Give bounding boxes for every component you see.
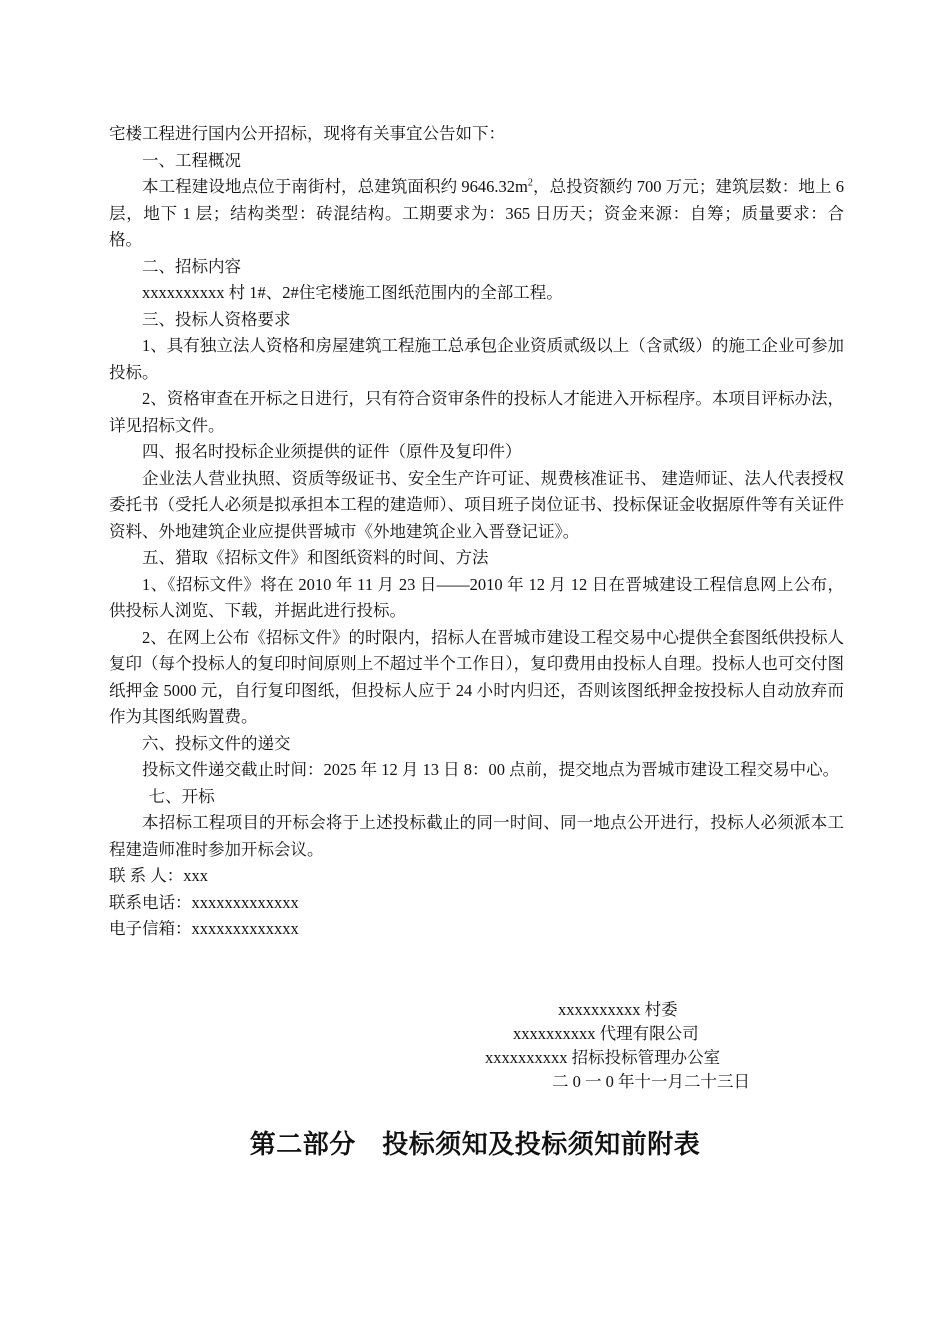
- section-title: 第二部分 投标须知及投标须知前附表: [249, 1130, 701, 1160]
- signature-village: xxxxxxxxxx 村委: [558, 1000, 678, 1019]
- bid-submission-paragraph: 投标文件递交截止时间：2025 年 12 月 13 日 8：00 点前，提交地点为晋城市建设工程交易中心。: [142, 760, 840, 779]
- project-overview-paragraph: [109, 174, 844, 254]
- overview-text-a: 本工程建设地点位于南街村，总建筑面积约 9646.32m: [142, 177, 528, 196]
- heading-obtain-documents: 五、猎取《招标文件》和图纸资料的时间、方法: [142, 548, 489, 567]
- heading-bid-submission: 六、投标文件的递交: [142, 733, 291, 753]
- heading-bid-opening: 七、开标: [148, 786, 215, 806]
- obtain-documents-item-1: 1、《招标文件》将在 2010 年 11 月 23 日——2010 年 12 月 12 日在晋城建设工程信息网上公布，供投标人浏览、下载，并据此进行投标。: [109, 574, 844, 620]
- required-documents-paragraph: 企业法人营业执照、资质等级证书、安全生产许可证、规费核准证书、 建造师证、法人代表授权委托书（受托人必须是拟承担本工程的建造师）、项目班子岗位证书、投标保证金收据原件等有关证件资料、外地建筑企业应提供晋城市《外地建筑企业入晋登记证》。: [109, 468, 844, 541]
- heading-bid-content: 二、招标内容: [142, 256, 241, 276]
- intro-paragraph: 宅楼工程进行国内公开招标，现将有关事宜公告如下：: [109, 124, 505, 143]
- overview-text-b: ，总投资额约 700 万元；建筑层数：地上 6 层，地下 1 层；结构类型：砖混结构。工期要求为：365 日历天；资金来源：自筹；质量要求：合格。: [109, 177, 845, 249]
- bid-opening-paragraph: 本招标工程项目的开标会将于上述投标截止的同一时间、同一地点公开进行，投标人必须派本工程建造师准时参加开标会议。: [109, 813, 844, 859]
- signature-agency: xxxxxxxxxx 代理有限公司: [513, 1024, 699, 1043]
- heading-project-overview: 一、工程概况: [142, 150, 241, 170]
- announcement-body: [109, 121, 844, 943]
- obtain-documents-item-2: 2、在网上公布《招标文件》的时限内，招标人在晋城市建设工程交易中心提供全套图纸供投标人复印（每个投标人的复印时间原则上不超过半个工作日），复印费用由投标人自理。投标人也可交付图纸押金 5000 元，自行复印图纸，但投标人应于 24 小时内归还，否则该图纸押金按投标人自动放弃而作为其图纸购置费。: [109, 627, 844, 726]
- qualification-item-2: 2、资格审查在开标之日进行，只有符合资审条件的投标人才能进入开标程序。本项目评标办法，详见招标文件。: [109, 389, 844, 435]
- signature-office: xxxxxxxxxx 招标投标管理办公室: [485, 1048, 721, 1067]
- signature-date: 二 0 一 0 年十一月二十三日: [552, 1072, 750, 1091]
- heading-bidder-qualification: 三、投标人资格要求: [142, 309, 291, 329]
- overview-superscript: 2: [527, 177, 533, 189]
- contact-person: 联 系 人：xxx: [109, 866, 208, 885]
- heading-required-documents: 四、报名时投标企业须提供的证件（原件及复印件）: [142, 442, 522, 461]
- contact-email: 电子信箱：xxxxxxxxxxxxx: [109, 919, 299, 938]
- qualification-item-1: 1、具有独立法人资格和房屋建筑工程施工总承包企业资质贰级以上（含贰级）的施工企业可参加投标。: [109, 336, 844, 382]
- contact-phone: 联系电话：xxxxxxxxxxxxx: [109, 892, 299, 912]
- bid-content-paragraph: xxxxxxxxxx 村 1#、2#住宅楼施工图纸范围内的全部工程。: [142, 283, 563, 302]
